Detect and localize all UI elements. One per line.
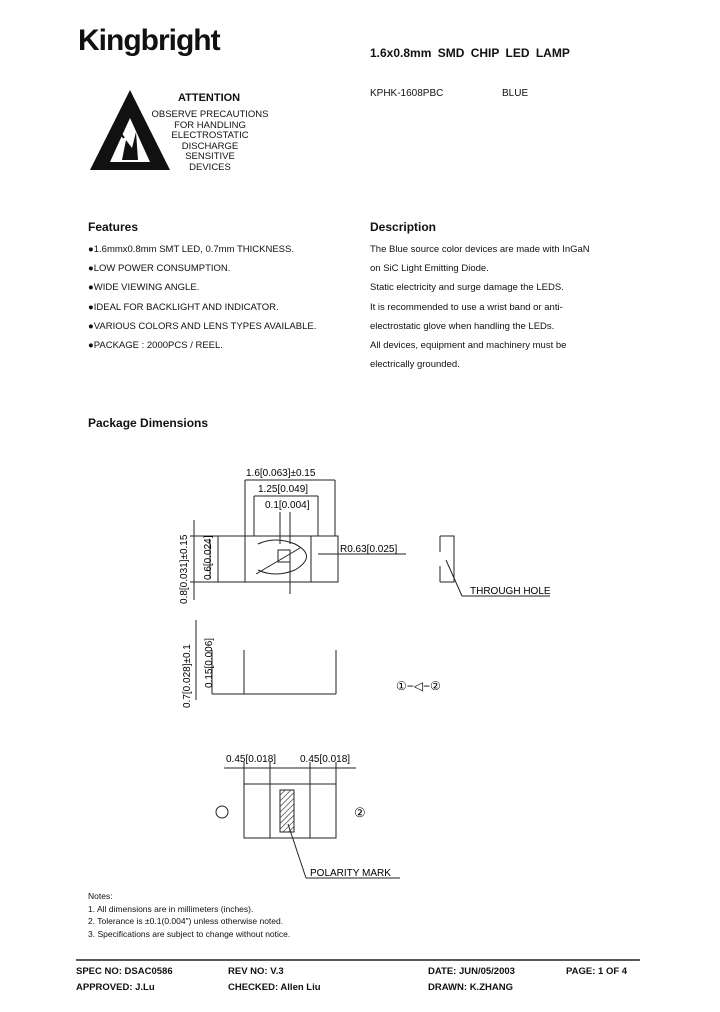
polarity-hatch [280, 790, 294, 832]
feature-item: ●1.6mmx0.8mm SMT LED, 0.7mm THICKNESS. [88, 244, 294, 255]
feature-item: ●PACKAGE : 2000PCS / REEL. [88, 340, 223, 352]
kingbright-logo: Kingbright [78, 24, 220, 57]
note-line: 1. All dimensions are in millimeters (inches). [88, 903, 254, 914]
led-color: BLUE [502, 88, 529, 99]
attention-line: OBSERVE PRECAUTIONS [151, 109, 269, 120]
spec-number: SPEC NO: DSAC0586 [76, 966, 173, 977]
feature-item: ●IDEAL FOR BACKLIGHT AND INDICATOR. [88, 301, 279, 313]
description-line: Static electricity and surge damage the LEDS. [370, 282, 564, 294]
pin2-label: ② [354, 805, 366, 820]
pin-polarity-symbol: ①−◁−② [396, 679, 441, 693]
dim-pad-right-text: 0.45[0.018] [300, 754, 351, 765]
dim-height-inner-text: 0.6[0.024] [203, 535, 214, 580]
feature-item: ●WIDE VIEWING ANGLE. [88, 282, 200, 294]
attention-line: FOR HANDLING [174, 119, 246, 131]
package-dimensions-heading: Package Dimensions [88, 416, 209, 430]
polarity-mark-label: POLARITY MARK [310, 868, 391, 879]
description-line: electrostatic glove when handling the LEDs. [370, 320, 555, 332]
attention-line: ELECTROSTATIC [171, 130, 249, 141]
attention-title: ATTENTION [178, 92, 241, 104]
description-line: All devices, equipment and machinery must be [370, 340, 567, 352]
part-number: KPHK-1608PBC [370, 88, 444, 99]
through-hole-label: THROUGH HOLE [470, 586, 551, 597]
dim-inner-text: 1.25[0.049] [258, 484, 309, 495]
note-line: 2. Tolerance is ±0.1(0.004") unless otherwise noted. [88, 916, 284, 926]
drawn-by: DRAWN: K.ZHANG [428, 982, 513, 993]
approved-by: APPROVED: J.Lu [76, 982, 155, 993]
description-line: The Blue source color devices are made with InGaN [370, 244, 590, 255]
document-title: 1.6x0.8mm SMD CHIP LED LAMP [370, 46, 570, 60]
dim-thickness-text: 0.7[0.028]±0.1 [182, 644, 193, 708]
feature-item: ●VARIOUS COLORS AND LENS TYPES AVAILABLE. [88, 320, 317, 332]
page-number: PAGE: 1 OF 4 [566, 966, 628, 977]
feature-item: ●LOW POWER CONSUMPTION. [88, 263, 231, 275]
description-line: It is recommended to use a wrist band or anti- [370, 301, 563, 313]
notes-heading: Notes: [88, 891, 113, 901]
attention-line: SENSITIVE [185, 151, 235, 162]
dim-total-text: 1.6[0.063]±0.15 [246, 468, 316, 479]
dim-height-left-text: 0.8[0.031]±0.15 [179, 534, 190, 604]
note-line: 3. Specifications are subject to change without notice. [88, 928, 291, 939]
features-heading: Features [88, 220, 139, 234]
description-line: electrically grounded. [370, 359, 460, 371]
description-line: on SiC Light Emitting Diode. [370, 263, 489, 275]
pin1-circle [216, 806, 228, 818]
revision-number: REV NO: V.3 [228, 966, 284, 977]
description-heading: Description [370, 220, 437, 234]
dim-small-text: 0.1[0.004] [265, 500, 310, 511]
dim-hole-text: R0.63[0.025] [340, 544, 398, 555]
attention-line: DEVICES [189, 161, 231, 173]
checked-by: CHECKED: Allen Liu [228, 982, 321, 993]
dim-thickness-inner-text: 0.15[0.006] [204, 637, 215, 688]
dim-pad-left-text: 0.45[0.018] [226, 754, 277, 765]
date: DATE: JUN/05/2003 [428, 966, 515, 977]
notes [88, 890, 290, 940]
attention-line: DISCHARGE [181, 140, 239, 152]
